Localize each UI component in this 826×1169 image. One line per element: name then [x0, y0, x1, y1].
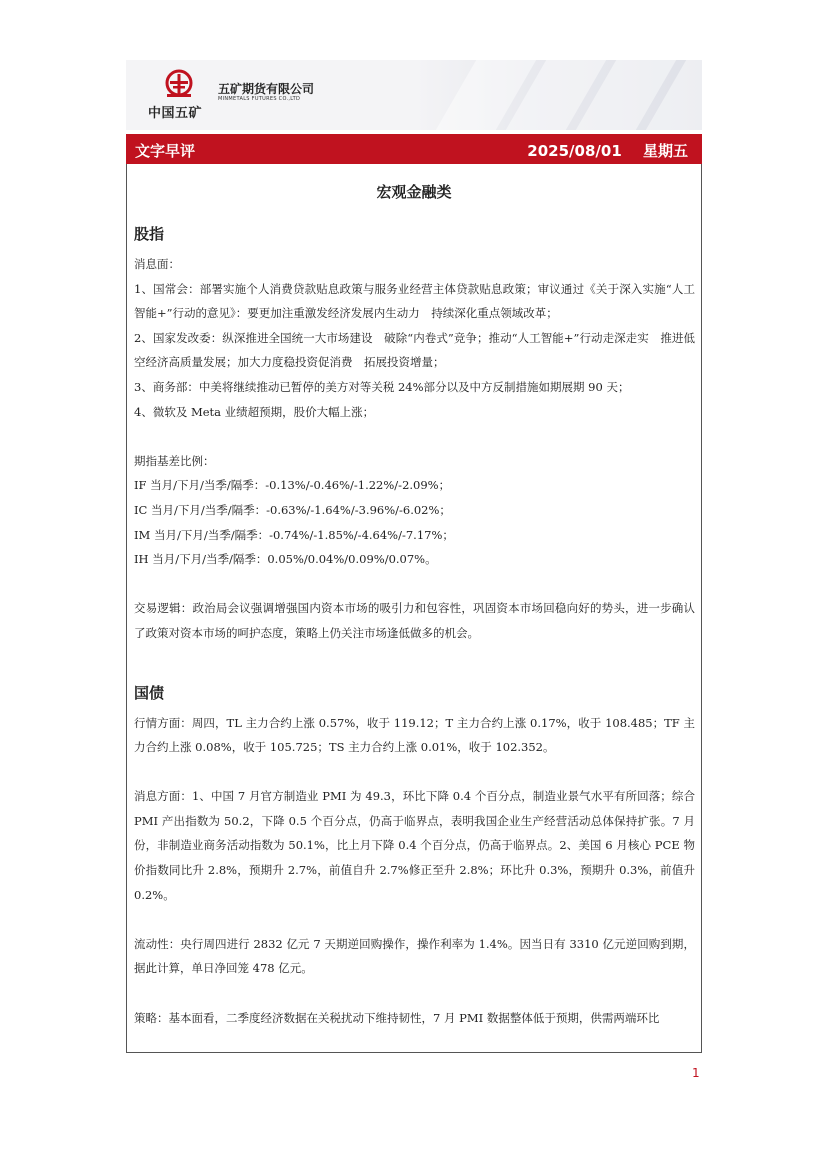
news-item-1: 1、国常会：部署实施个人消费贷款贴息政策与服务业经营主体贷款贴息政策；审议通过《关于深入实施“人工智能+”行动的意见》：要更加注重激发经济发展内生动力 持续深化重点领域改革； [134, 281, 695, 321]
bond-news: 消息方面：1、中国 7 月官方制造业 PMI 为 49.3，环比下降 0.4 个百分点，制造业景气水平有所回落；综合 PMI 产出指数为 50.2，下降 0.5 个百分点，仍高于临界点，表明我国企业生产经营活动总体保持扩张。7 月份，非制造业商务活动指数为 50.1%，比上月下降 0.4 个百分点，仍高于临界点。2、美国 6 月核心 PCE 物价指数同比升 2.8%，预期升 2.7%，前值自升 2.7%修正至升 2.8%；环比升 0.3%，预期升 0.3%，前值升 0.2%。 [134, 789, 695, 902]
logo-text: 中国五矿 [148, 106, 203, 121]
trading-logic: 交易逻辑：政治局会议强调增强国内资本市场的吸引力和包容性，巩固资本市场回稳向好的势头，进一步确认了政策对资本市场的呵护态度，策略上仍关注市场逢低做多的机会。 [134, 601, 695, 640]
section-title-macro-finance: 宏观金融类 [376, 183, 452, 201]
minmetals-logo-icon [162, 68, 196, 102]
report-header-banner [126, 60, 702, 130]
news-item-2: 2、国家发改委：纵深推进全国统一大市场建设 破除“内卷式”竞争；推动“人工智能+”行动走深走实 推进低空经济高质量发展；加大力度稳投资促消费 拓展投资增量； [134, 330, 695, 370]
bond-liquidity: 流动性：央行周四进行 2832 亿元 7 天期逆回购操作，操作利率为 1.4%。因当日有 3310 亿元逆回购到期，据此计算，单日净回笼 478 亿元。 [134, 936, 695, 976]
report-date-group [511, 140, 688, 161]
bond-heading: 国债 [134, 683, 165, 702]
report-weekday: 星期五 [642, 142, 688, 160]
page-number: 1 [692, 1066, 700, 1080]
company-name-cn: 五矿期货有限公司 [218, 82, 315, 96]
basis-ih: IH 当月/下月/当季/隔季：0.05%/0.04%/0.09%/0.07%。 [134, 552, 437, 567]
report-content [126, 164, 702, 1053]
report-title: 文字早评 [135, 142, 196, 160]
basis-label: 期指基差比例： [134, 453, 215, 468]
report-title-bar [126, 134, 702, 164]
company-name-en: MINMETALS FUTURES CO.,LTD [218, 96, 301, 102]
basis-if: IF 当月/下月/当季/隔季：-0.13%/-0.46%/-1.22%/-2.09%； [134, 478, 451, 493]
stock-index-heading: 股指 [134, 225, 165, 243]
bond-market: 行情方面：周四，TL 主力合约上涨 0.57%，收于 119.12；T 主力合约上涨 0.17%，收于 108.485；TF 主力合约上涨 0.08%，收于 105.725；TS 主力合约上涨 0.01%，收于 102.352。 [134, 715, 695, 755]
bond-strategy: 策略：基本面看，二季度经济数据在关税扰动下维持韧性，7 月 PMI 数据整体低于预期，供需两端环比 [134, 1010, 660, 1025]
news-item-3: 3、商务部：中美将继续推动已暂停的美方对等关税 24%部分以及中方反制措施如期展期 90 天； [134, 379, 630, 394]
news-item-4: 4、微软及 Meta 业绩超预期，股价大幅上涨； [134, 404, 375, 419]
report-date: 2025/08/01 [527, 142, 622, 160]
news-label: 消息面： [134, 257, 180, 271]
basis-im: IM 当月/下月/当季/隔季：-0.74%/-1.85%/-4.64%/-7.17%； [134, 527, 454, 542]
basis-ic: IC 当月/下月/当季/隔季：-0.63%/-1.64%/-3.96%/-6.02%； [134, 502, 451, 517]
